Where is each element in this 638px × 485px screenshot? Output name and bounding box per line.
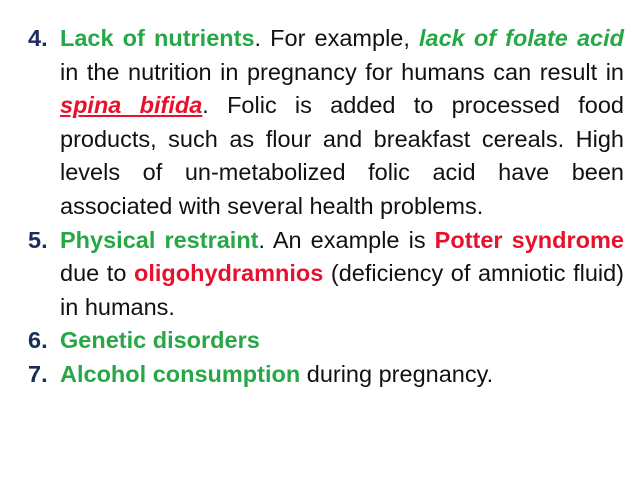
list-item-7 [28,358,624,392]
text-run: . Folic is added to processed food products, such as flour and breakfast cereals. High levels of un-metabolized folic acid have been associated with several health problems. [60,92,624,219]
link-spina-bifida[interactable]: spina bifida [60,92,203,119]
list-number: 7. [28,360,48,387]
term-lack-of-nutrients: Lack of nutrients [60,25,255,51]
list-item-text [60,324,624,358]
text-run: during pregnancy. [300,360,494,387]
numbered-list [28,22,624,392]
list-number: 6. [28,327,48,354]
text-run: . An example is [258,226,435,253]
text-run: due to [60,260,134,287]
term-physical-restraint: Physical restraint [60,226,259,253]
list-number: 5. [28,226,48,253]
list-item-text [60,22,624,224]
list-number: 4. [28,25,48,51]
list-item-5 [28,224,624,325]
list-item-text [60,224,624,325]
term-genetic-disorders: Genetic disorders [60,327,260,354]
list-item-6 [28,324,624,358]
list-item-text [60,358,624,392]
term-alcohol-consumption: Alcohol consumption [60,360,301,387]
term-potter-syndrome: Potter syndrome [434,226,624,253]
term-lack-of-folate-acid: lack of folate acid [419,25,624,51]
text-run: in the nutrition in pregnancy for humans can result in [60,58,624,85]
text-run: (deficiency of amniotic fluid) in humans. [60,260,625,320]
term-oligohydramnios: oligohydramnios [133,260,324,287]
text-run: . For example, [254,25,420,51]
list-item-4 [28,22,624,224]
